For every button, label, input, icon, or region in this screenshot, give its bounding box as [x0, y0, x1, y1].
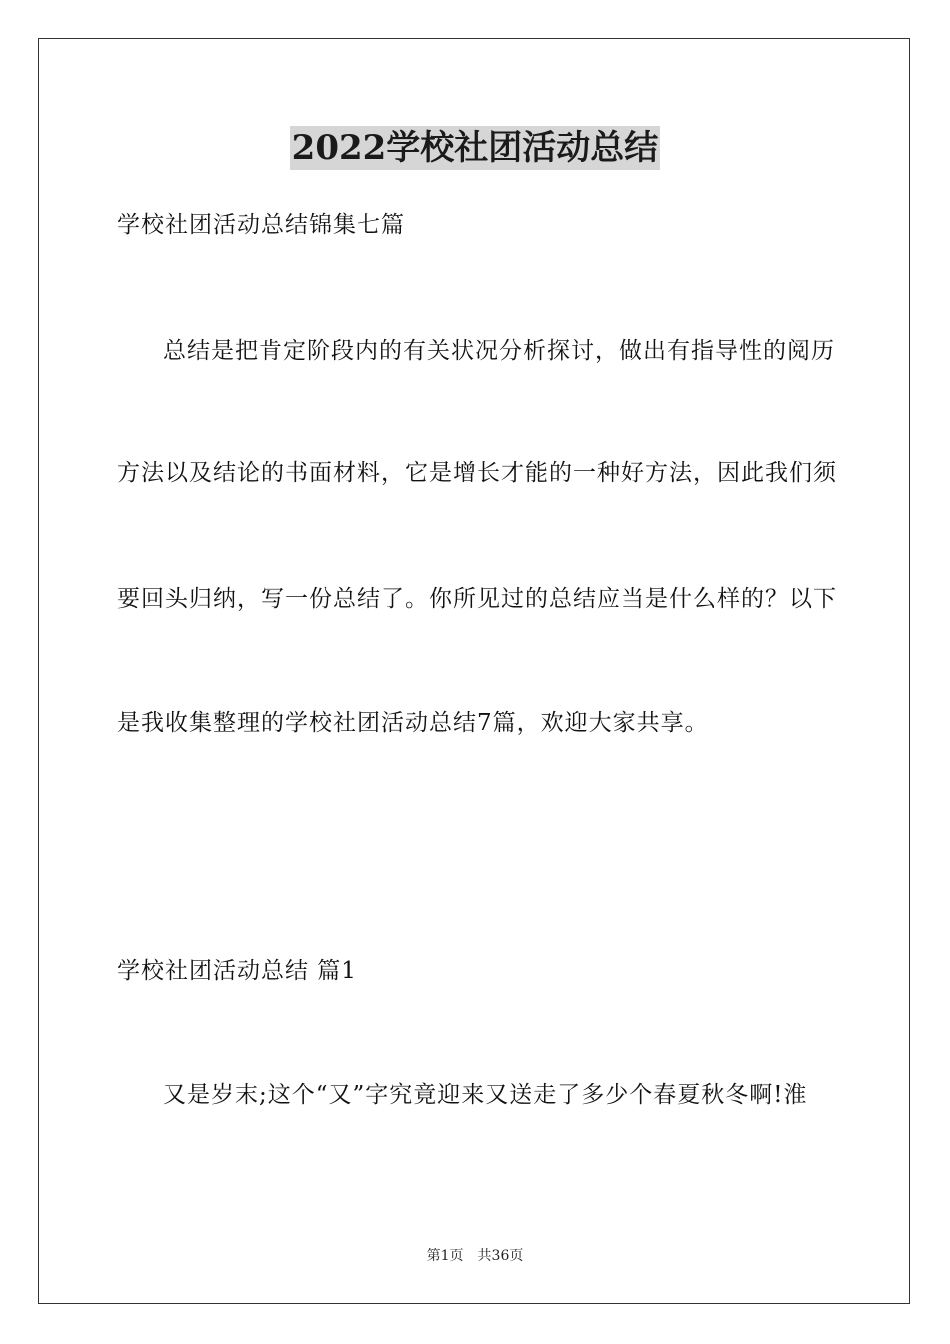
intro-line-4: 是我收集整理的学校社团活动总结7篇，欢迎大家共享。 — [117, 710, 709, 736]
title-container — [0, 126, 950, 170]
section-first-line: 又是岁末;这个“又”字究竟迎来又送走了多少个春夏秋冬啊!淮 — [163, 1082, 808, 1108]
document-title: 2022学校社团活动总结 — [291, 128, 659, 168]
document-subtitle: 学校社团活动总结锦集七篇 — [117, 212, 405, 238]
page-footer — [0, 1246, 950, 1266]
intro-line-2: 方法以及结论的书面材料，它是增长才能的一种好方法，因此我们须 — [117, 460, 837, 486]
page-number-current: 第1页 — [426, 1248, 464, 1264]
intro-line-3: 要回头归纳，写一份总结了。你所见过的总结应当是什么样的？以下 — [117, 586, 837, 612]
page-number-total: 共36页 — [477, 1248, 524, 1264]
intro-line-1: 总结是把肯定阶段内的有关状况分析探讨，做出有指导性的阅历 — [163, 338, 835, 364]
section-heading: 学校社团活动总结 篇1 — [117, 958, 357, 984]
